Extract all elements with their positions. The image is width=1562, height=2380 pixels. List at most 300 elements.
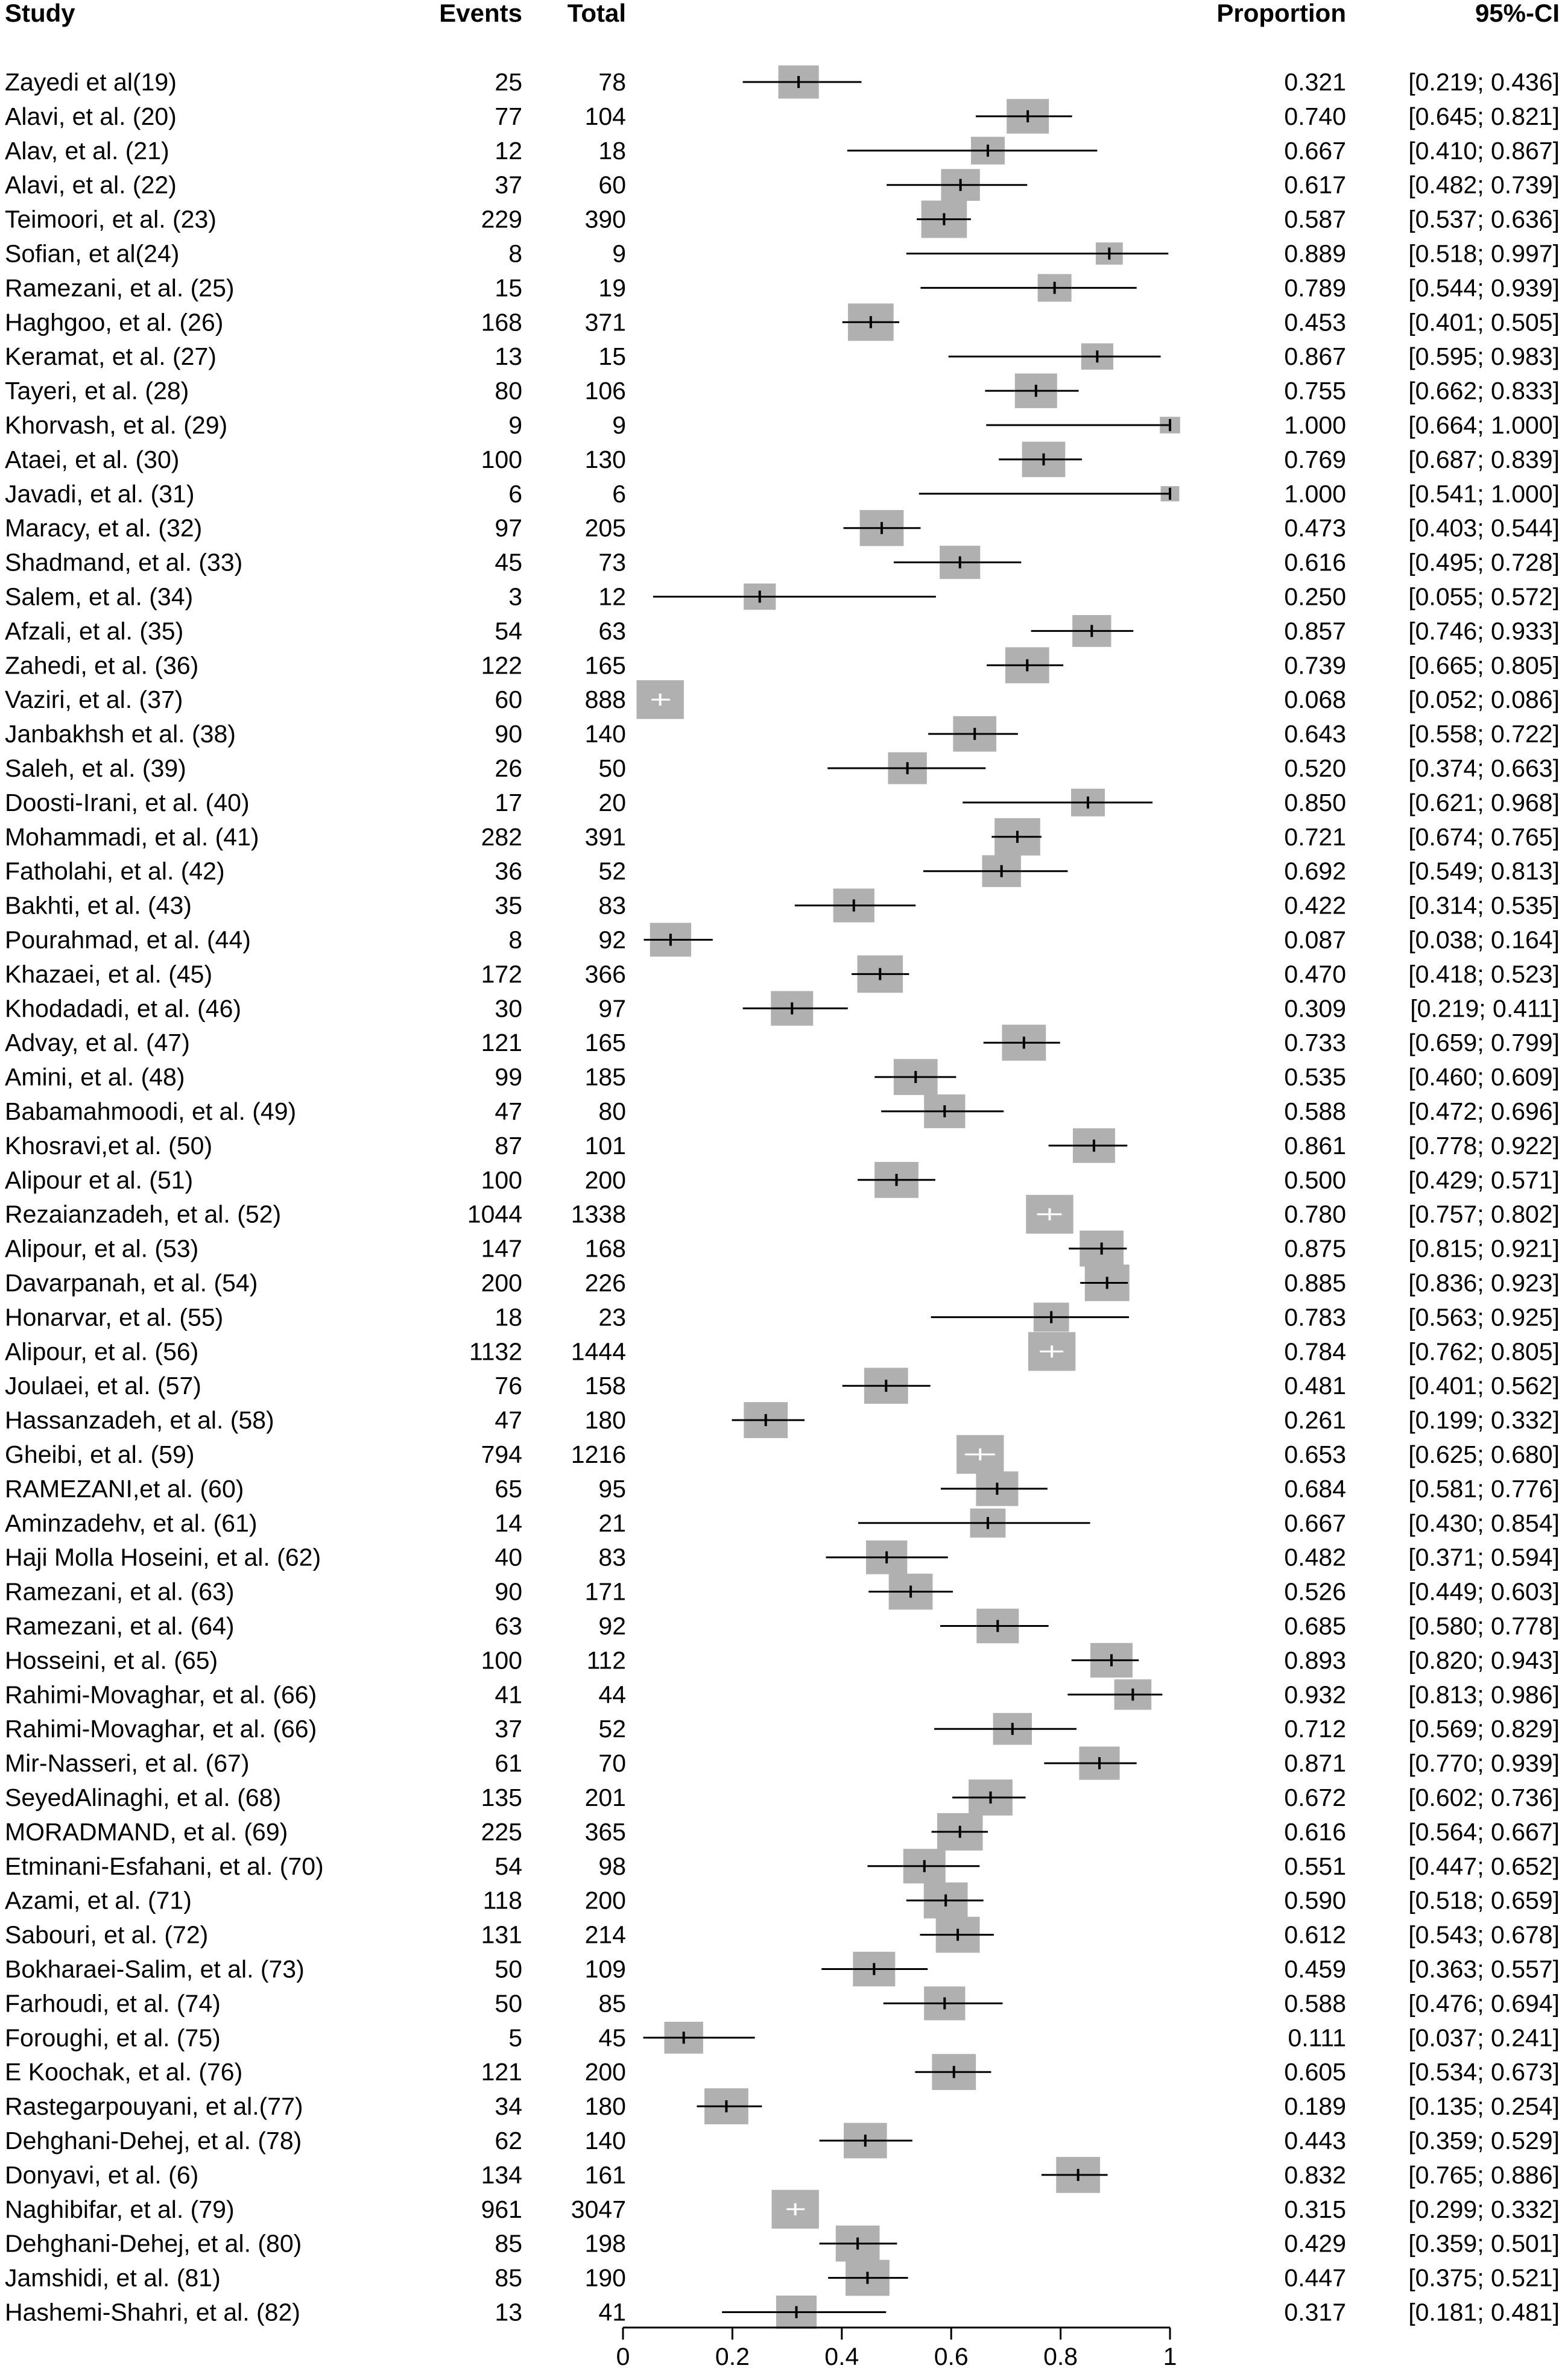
study-row	[5, 274, 1560, 301]
study-proportion: 0.520	[1284, 754, 1346, 782]
study-name: Gheibi, et al. (59)	[5, 1441, 195, 1468]
study-ci: [0.541; 1.000]	[1408, 479, 1560, 508]
x-axis	[616, 2328, 1177, 2370]
study-name: Joulaei, et al. (57)	[5, 1372, 201, 1400]
study-proportion: 0.667	[1284, 1509, 1346, 1537]
x-tick-label: 1	[1163, 2343, 1177, 2370]
study-total: 6	[612, 479, 626, 508]
study-name: Sofian, et al(24)	[5, 239, 180, 268]
study-name: Bakhti, et al. (43)	[5, 891, 192, 920]
study-row	[5, 2088, 1560, 2124]
study-total: 888	[584, 686, 626, 714]
study-ci: [0.482; 0.739]	[1408, 171, 1560, 199]
study-events: 794	[481, 1441, 522, 1468]
study-name: Farhoudi, et al. (74)	[5, 1989, 221, 2018]
study-proportion: 0.470	[1284, 960, 1346, 988]
study-name: Amini, et al. (48)	[5, 1063, 185, 1091]
study-total: 112	[586, 1646, 626, 1675]
study-proportion: 0.784	[1284, 1337, 1346, 1366]
study-name: Hosseini, et al. (65)	[5, 1646, 218, 1675]
study-row	[5, 1917, 1560, 1953]
study-ci: [0.037; 0.241]	[1408, 2024, 1560, 2052]
study-proportion: 0.740	[1284, 102, 1346, 130]
study-events: 122	[481, 651, 522, 680]
study-ci: [0.664; 1.000]	[1408, 411, 1560, 439]
study-proportion: 0.733	[1284, 1029, 1346, 1057]
study-ci: [0.581; 0.776]	[1408, 1474, 1560, 1503]
study-name: Advay, et al. (47)	[5, 1029, 190, 1057]
study-name: Azami, et al. (71)	[5, 1886, 192, 1914]
study-row	[5, 342, 1560, 370]
study-proportion: 0.429	[1284, 2229, 1346, 2258]
study-row	[5, 442, 1560, 478]
study-ci: [0.815; 0.921]	[1408, 1234, 1560, 1263]
study-events: 47	[495, 1097, 522, 1125]
study-total: 52	[598, 857, 626, 885]
study-name: Alavi, et al. (22)	[5, 171, 177, 199]
study-ci: [0.135; 0.254]	[1408, 2092, 1560, 2121]
study-proportion: 0.653	[1284, 1441, 1346, 1468]
study-proportion: 0.616	[1284, 1817, 1346, 1846]
study-proportion: 0.832	[1284, 2161, 1346, 2189]
study-row	[5, 923, 1560, 956]
study-row	[5, 955, 1560, 993]
study-events: 50	[495, 1955, 522, 1983]
study-proportion: 0.087	[1284, 926, 1346, 954]
study-ci: [0.359; 0.529]	[1408, 2127, 1560, 2154]
study-row	[5, 1747, 1560, 1780]
study-ci: [0.687; 0.839]	[1408, 445, 1560, 473]
study-proportion: 0.932	[1284, 1681, 1346, 1709]
study-row	[5, 99, 1560, 133]
study-events: 60	[495, 686, 522, 714]
study-total: 161	[584, 2161, 626, 2189]
study-proportion: 0.309	[1284, 994, 1346, 1023]
study-total: 83	[598, 891, 626, 920]
study-row	[5, 373, 1560, 408]
study-row	[5, 1609, 1560, 1643]
study-row	[5, 303, 1560, 341]
study-total: 109	[584, 1955, 626, 1983]
study-proportion: 0.685	[1284, 1612, 1346, 1640]
study-ci: [0.518; 0.997]	[1408, 239, 1560, 268]
study-row	[5, 2123, 1560, 2159]
study-row	[5, 1849, 1560, 1883]
x-tick-label: 0.8	[1043, 2343, 1078, 2370]
study-total: 70	[598, 1749, 626, 1778]
study-total: 214	[584, 1921, 626, 1949]
study-total: 165	[584, 651, 626, 680]
study-name: Janbakhsh et al. (38)	[5, 720, 236, 748]
study-proportion: 0.850	[1284, 788, 1346, 816]
study-name: Naghibifar, et al. (79)	[5, 2195, 235, 2223]
study-ci: [0.770; 0.939]	[1408, 1749, 1560, 1778]
study-row	[5, 2190, 1560, 2229]
study-name: Rezaianzadeh, et al. (52)	[5, 1200, 282, 1228]
study-events: 5	[508, 2024, 522, 2052]
study-events: 63	[495, 1612, 522, 1640]
study-total: 140	[584, 2127, 626, 2154]
study-name: Sabouri, et al. (72)	[5, 1921, 209, 1949]
study-total: 50	[598, 754, 626, 782]
study-name: Alav, et al. (21)	[5, 136, 169, 165]
study-events: 200	[481, 1269, 522, 1297]
study-name: MORADMAND, et al. (69)	[5, 1817, 288, 1846]
study-events: 3	[508, 582, 522, 611]
study-events: 229	[481, 205, 522, 233]
study-row	[5, 1952, 1560, 1986]
study-row	[5, 65, 1560, 98]
study-ci: [0.476; 0.694]	[1408, 1989, 1560, 2018]
study-name: Teimoori, et al. (23)	[5, 205, 217, 233]
study-name: Davarpanah, et al. (54)	[5, 1269, 258, 1297]
study-row	[5, 1128, 1560, 1163]
study-total: 97	[598, 994, 626, 1023]
study-row	[5, 2054, 1560, 2090]
study-proportion: 0.643	[1284, 720, 1346, 748]
study-name: Babamahmoodi, et al. (49)	[5, 1097, 297, 1125]
study-total: 106	[584, 377, 626, 405]
study-events: 30	[495, 994, 522, 1023]
study-name: Honarvar, et al. (55)	[5, 1303, 224, 1331]
study-row	[5, 2260, 1560, 2296]
study-events: 97	[495, 514, 522, 542]
study-events: 13	[495, 2298, 522, 2326]
study-ci: [0.645; 0.821]	[1408, 102, 1560, 130]
study-proportion: 0.453	[1284, 308, 1346, 336]
study-events: 134	[481, 2161, 522, 2189]
study-ci: [0.403; 0.544]	[1408, 514, 1560, 542]
study-events: 54	[495, 1852, 522, 1880]
study-total: 1338	[571, 1200, 626, 1228]
study-ci: [0.544; 0.939]	[1408, 274, 1560, 302]
study-ci: [0.374; 0.663]	[1408, 754, 1560, 782]
study-name: Khazaei, et al. (45)	[5, 960, 213, 988]
study-total: 44	[598, 1681, 626, 1709]
study-ci: [0.449; 0.603]	[1408, 1577, 1560, 1606]
study-total: 180	[584, 1406, 626, 1435]
study-proportion: 0.459	[1284, 1955, 1346, 1983]
study-events: 168	[481, 308, 522, 336]
study-ci: [0.746; 0.933]	[1408, 617, 1560, 645]
study-total: 60	[598, 171, 626, 199]
study-proportion: 0.875	[1284, 1234, 1346, 1263]
study-name: Tayeri, et al. (28)	[5, 377, 189, 405]
study-events: 100	[481, 1166, 522, 1194]
study-name: E Koochak, et al. (76)	[5, 2058, 243, 2086]
study-row	[5, 1679, 1560, 1710]
study-events: 35	[495, 891, 522, 920]
study-row	[5, 1509, 1560, 1538]
study-events: 87	[495, 1131, 522, 1160]
study-name: Alipour, et al. (53)	[5, 1234, 199, 1263]
study-name: Haji Molla Hoseini, et al. (62)	[5, 1543, 321, 1571]
study-name: Khosravi,et al. (50)	[5, 1131, 213, 1160]
study-total: 165	[584, 1029, 626, 1057]
study-proportion: 0.889	[1284, 239, 1346, 268]
study-proportion: 0.422	[1284, 891, 1346, 920]
study-ci: [0.621; 0.968]	[1408, 788, 1560, 816]
study-row	[5, 789, 1560, 816]
study-total: 226	[584, 1269, 626, 1297]
study-proportion: 0.612	[1284, 1921, 1346, 1949]
study-ci: [0.778; 0.922]	[1408, 1131, 1560, 1160]
study-proportion: 0.111	[1288, 2024, 1346, 2052]
study-row	[5, 615, 1560, 647]
study-total: 185	[584, 1063, 626, 1091]
study-events: 77	[495, 102, 522, 130]
study-ci: [0.836; 0.923]	[1408, 1269, 1560, 1297]
study-name: Foroughi, et al. (75)	[5, 2024, 221, 2052]
study-row	[5, 1541, 1560, 1574]
study-ci: [0.813; 0.986]	[1408, 1681, 1560, 1709]
study-row	[5, 546, 1560, 579]
study-events: 121	[481, 2058, 522, 2086]
study-events: 90	[495, 720, 522, 748]
study-row	[5, 1643, 1560, 1678]
study-row	[5, 1332, 1560, 1371]
study-events: 131	[481, 1921, 522, 1949]
study-total: 19	[598, 274, 626, 302]
study-ci: [0.518; 0.659]	[1408, 1886, 1560, 1914]
x-tick-label: 0.4	[824, 2343, 859, 2370]
study-total: 73	[598, 548, 626, 576]
study-name: Rahimi-Movaghar, et al. (66)	[5, 1681, 317, 1709]
study-events: 282	[481, 822, 522, 851]
study-total: 390	[584, 205, 626, 233]
study-events: 9	[508, 411, 522, 439]
study-proportion: 0.885	[1284, 1269, 1346, 1297]
study-ci: [0.549; 0.813]	[1408, 857, 1560, 885]
study-proportion: 0.535	[1284, 1063, 1346, 1091]
study-row	[5, 1094, 1560, 1128]
study-events: 85	[495, 2229, 522, 2258]
study-total: 18	[598, 136, 626, 165]
study-name: Hassanzadeh, et al. (58)	[5, 1406, 274, 1435]
study-events: 45	[495, 548, 522, 576]
study-row	[5, 1435, 1560, 1474]
study-name: Maracy, et al. (32)	[5, 514, 203, 542]
study-events: 12	[495, 136, 522, 165]
study-total: 20	[598, 788, 626, 816]
header-events: Events	[439, 0, 522, 27]
study-events: 17	[495, 788, 522, 816]
study-events: 961	[481, 2195, 522, 2223]
study-events: 1044	[467, 1200, 522, 1228]
study-ci: [0.314; 0.535]	[1408, 891, 1560, 920]
study-proportion: 0.616	[1284, 548, 1346, 576]
study-row	[5, 716, 1560, 752]
study-total: 78	[598, 68, 626, 96]
study-total: 52	[598, 1715, 626, 1743]
study-row	[5, 1302, 1560, 1331]
study-proportion: 0.780	[1284, 1200, 1346, 1228]
study-events: 61	[495, 1749, 522, 1778]
study-ci: [0.418; 0.523]	[1408, 960, 1560, 988]
study-ci: [0.410; 0.867]	[1408, 136, 1560, 165]
study-ci: [0.820; 0.943]	[1408, 1646, 1560, 1675]
study-total: 15	[598, 342, 626, 371]
study-events: 40	[495, 1543, 522, 1571]
study-ci: [0.363; 0.557]	[1408, 1955, 1560, 1983]
study-total: 9	[612, 239, 626, 268]
header-study: Study	[5, 0, 75, 27]
study-name: Rahimi-Movaghar, et al. (66)	[5, 1715, 317, 1743]
study-proportion: 0.588	[1284, 1097, 1346, 1125]
study-ci: [0.765; 0.886]	[1408, 2161, 1560, 2189]
study-ci: [0.662; 0.833]	[1408, 377, 1560, 405]
study-row	[5, 1162, 1560, 1198]
study-total: 85	[598, 1989, 626, 2018]
study-name: SeyedAlinaghi, et al. (68)	[5, 1784, 282, 1811]
study-proportion: 0.447	[1284, 2264, 1346, 2292]
study-proportion: 0.443	[1284, 2127, 1346, 2154]
study-ci: [0.569; 0.829]	[1408, 1715, 1560, 1743]
study-proportion: 0.871	[1284, 1749, 1346, 1778]
study-name: Rastegarpouyani, et al.(77)	[5, 2092, 303, 2121]
study-ci: [0.371; 0.594]	[1408, 1543, 1560, 1571]
study-row	[5, 647, 1560, 683]
study-row	[5, 2296, 1560, 2329]
study-ci: [0.757; 0.802]	[1408, 1200, 1560, 1228]
study-name: Pourahmad, et al. (44)	[5, 926, 251, 954]
study-rows	[5, 65, 1560, 2329]
study-name: Dehghani-Dehej, et al. (78)	[5, 2127, 302, 2154]
study-total: 158	[584, 1372, 626, 1400]
study-row	[5, 1264, 1560, 1301]
study-proportion: 0.672	[1284, 1784, 1346, 1811]
study-total: 1444	[571, 1337, 626, 1366]
study-ci: [0.602; 0.736]	[1408, 1784, 1560, 1811]
study-ci: [0.558; 0.722]	[1408, 720, 1560, 748]
study-row	[5, 1713, 1560, 1745]
study-events: 47	[495, 1406, 522, 1435]
study-events: 37	[495, 171, 522, 199]
study-total: 366	[584, 960, 626, 988]
study-ci: [0.534; 0.673]	[1408, 2058, 1560, 2086]
study-proportion: 0.526	[1284, 1577, 1346, 1606]
study-row	[5, 1024, 1560, 1061]
study-row	[5, 1986, 1560, 2020]
study-total: 171	[584, 1577, 626, 1606]
study-proportion: 0.712	[1284, 1715, 1346, 1743]
study-ci: [0.674; 0.765]	[1408, 822, 1560, 851]
study-total: 104	[584, 102, 626, 130]
study-ci: [0.401; 0.562]	[1408, 1372, 1560, 1400]
study-events: 54	[495, 617, 522, 645]
study-proportion: 0.068	[1284, 686, 1346, 714]
study-row	[5, 1402, 1560, 1438]
study-name: Keramat, et al. (27)	[5, 342, 217, 371]
study-row	[5, 411, 1560, 439]
study-events: 6	[508, 479, 522, 508]
column-headers	[5, 0, 1560, 27]
study-proportion: 0.893	[1284, 1646, 1346, 1675]
study-total: 391	[584, 822, 626, 851]
study-total: 101	[584, 1131, 626, 1160]
study-total: 168	[584, 1234, 626, 1263]
study-name: Javadi, et al. (31)	[5, 479, 195, 508]
study-ci: [0.052; 0.086]	[1408, 686, 1560, 714]
study-proportion: 0.721	[1284, 822, 1346, 851]
study-proportion: 0.321	[1284, 68, 1346, 96]
study-events: 1132	[469, 1337, 522, 1366]
study-events: 8	[508, 926, 522, 954]
study-total: 63	[598, 617, 626, 645]
study-row	[5, 1813, 1560, 1851]
study-row	[5, 818, 1560, 856]
study-total: 80	[598, 1097, 626, 1125]
study-proportion: 0.617	[1284, 171, 1346, 199]
study-proportion: 0.500	[1284, 1166, 1346, 1194]
study-total: 198	[584, 2229, 626, 2258]
study-proportion: 1.000	[1284, 479, 1346, 508]
study-events: 25	[495, 68, 522, 96]
study-ci: [0.219; 0.436]	[1408, 68, 1560, 96]
study-row	[5, 680, 1560, 719]
study-ci: [0.375; 0.521]	[1408, 2264, 1560, 2292]
study-events: 36	[495, 857, 522, 885]
study-total: 41	[598, 2298, 626, 2326]
study-name: Zahedi, et al. (36)	[5, 651, 199, 680]
study-total: 190	[584, 2264, 626, 2292]
study-ci: [0.219; 0.411]	[1410, 994, 1560, 1023]
study-proportion: 0.315	[1284, 2195, 1346, 2223]
study-events: 13	[495, 342, 522, 371]
study-total: 200	[584, 1166, 626, 1194]
study-name: Vaziri, et al. (37)	[5, 686, 183, 714]
study-total: 365	[584, 1817, 626, 1846]
study-name: Doosti-Irani, et al. (40)	[5, 788, 250, 816]
study-ci: [0.429; 0.571]	[1408, 1166, 1560, 1194]
header-proportion: Proportion	[1216, 0, 1346, 27]
study-ci: [0.580; 0.778]	[1408, 1612, 1560, 1640]
study-proportion: 0.692	[1284, 857, 1346, 885]
study-name: Jamshidi, et al. (81)	[5, 2264, 221, 2292]
study-proportion: 0.317	[1284, 2298, 1346, 2326]
study-total: 180	[584, 2092, 626, 2121]
study-name: Aminzadehv, et al. (61)	[5, 1509, 258, 1537]
study-ci: [0.625; 0.680]	[1408, 1441, 1560, 1468]
study-total: 200	[584, 1886, 626, 1914]
study-events: 76	[495, 1372, 522, 1400]
study-row	[5, 201, 1560, 238]
header-ci: 95%-CI	[1475, 0, 1560, 27]
study-name: Saleh, et al. (39)	[5, 754, 186, 782]
study-events: 62	[495, 2127, 522, 2154]
study-events: 41	[495, 1681, 522, 1709]
study-name: Haghgoo, et al. (26)	[5, 308, 224, 336]
study-total: 3047	[571, 2195, 626, 2223]
study-events: 172	[481, 960, 522, 988]
study-total: 9	[612, 411, 626, 439]
study-ci: [0.199; 0.332]	[1408, 1406, 1560, 1435]
study-total: 83	[598, 1543, 626, 1571]
study-proportion: 0.587	[1284, 205, 1346, 233]
study-ci: [0.299; 0.332]	[1408, 2195, 1560, 2223]
study-total: 201	[584, 1784, 626, 1811]
study-ci: [0.537; 0.636]	[1408, 205, 1560, 233]
study-proportion: 0.250	[1284, 582, 1346, 611]
study-proportion: 0.861	[1284, 1131, 1346, 1160]
study-total: 21	[598, 1509, 626, 1537]
study-name: Khodadadi, et al. (46)	[5, 994, 242, 1023]
study-row	[5, 510, 1560, 546]
study-row	[5, 1574, 1560, 1610]
study-row	[5, 480, 1560, 508]
study-row	[5, 137, 1560, 165]
study-events: 18	[495, 1303, 522, 1331]
